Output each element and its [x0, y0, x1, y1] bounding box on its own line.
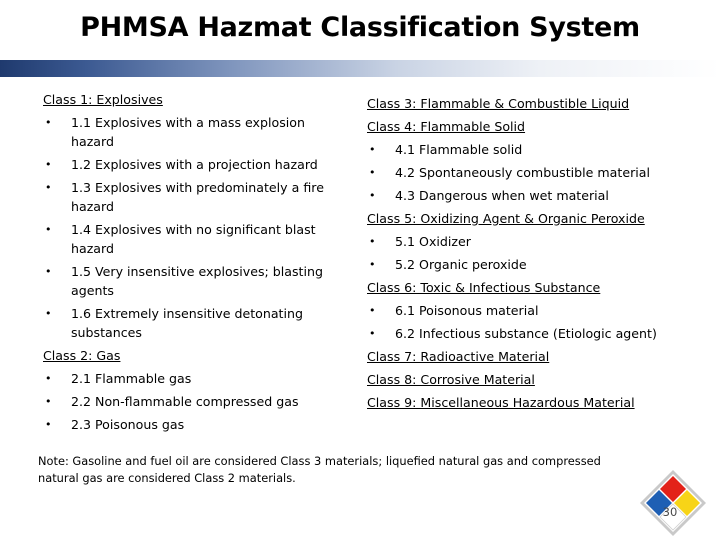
list-item [43, 111, 343, 153]
list-item [367, 299, 712, 322]
list-item-text: 1.4 Explosives with no significant blast hazard [71, 222, 316, 256]
list-item [43, 260, 343, 302]
list-item-text: 4.2 Spontaneously combustible material [395, 165, 650, 180]
list-item-text: 2.1 Flammable gas [71, 371, 192, 386]
list-item [43, 218, 343, 260]
bullet-icon: • [369, 327, 376, 340]
bullet-icon: • [369, 143, 376, 156]
list-item [43, 176, 343, 218]
list-item-text: 1.2 Explosives with a projection hazard [71, 157, 318, 172]
bullet-icon: • [369, 304, 376, 317]
bullet-icon: • [45, 116, 52, 129]
list-item-text: 5.1 Oxidizer [395, 234, 471, 249]
left-column [43, 88, 343, 436]
list-item [367, 230, 712, 253]
nfpa-diamond-icon [638, 468, 708, 538]
list-item-text: 1.6 Extremely insensitive detonating substances [71, 306, 303, 340]
list-item [367, 161, 712, 184]
list-item [43, 367, 343, 390]
class-1-heading: Class 1: Explosives [43, 92, 163, 107]
list-item [367, 184, 712, 207]
class-8-heading: Class 8: Corrosive Material [367, 372, 535, 387]
list-item-text: 2.3 Poisonous gas [71, 417, 185, 432]
bullet-icon: • [369, 258, 376, 271]
bullet-icon: • [45, 158, 52, 171]
list-item-text: 1.5 Very insensitive explosives; blasting agents [71, 264, 323, 298]
bullet-icon: • [45, 395, 52, 408]
list-item [367, 322, 712, 345]
list-item-text: 4.3 Dangerous when wet material [395, 188, 609, 203]
list-item-text: 4.1 Flammable solid [395, 142, 523, 157]
list-item [43, 153, 343, 176]
title-divider-bar [0, 60, 720, 77]
class-4-heading: Class 4: Flammable Solid [367, 119, 526, 134]
bullet-icon: • [45, 418, 52, 431]
bullet-icon: • [45, 372, 52, 385]
class-3-heading: Class 3: Flammable & Combustible Liquid [367, 96, 630, 111]
bullet-icon: • [369, 189, 376, 202]
class-6-heading: Class 6: Toxic & Infectious Substance [367, 280, 601, 295]
list-item-text: 1.1 Explosives with a mass explosion hazard [71, 115, 305, 149]
list-item-text: 1.3 Explosives with predominately a fire hazard [71, 180, 324, 214]
bullet-icon: • [369, 235, 376, 248]
list-item [43, 302, 343, 344]
class-5-heading: Class 5: Oxidizing Agent & Organic Peroxide [367, 211, 645, 226]
bullet-icon: • [45, 181, 52, 194]
list-item [43, 413, 343, 436]
bullet-icon: • [45, 265, 52, 278]
list-item [43, 390, 343, 413]
slide-title: PHMSA Hazmat Classification System [80, 12, 640, 43]
bullet-icon: • [45, 307, 52, 320]
page-number: 30 [662, 505, 678, 519]
list-item-text: 2.2 Non-flammable compressed gas [71, 394, 299, 409]
class-2-heading: Class 2: Gas [43, 348, 121, 363]
bullet-icon: • [369, 166, 376, 179]
right-column [367, 92, 712, 414]
list-item [367, 138, 712, 161]
list-item [367, 253, 712, 276]
list-item-text: 5.2 Organic peroxide [395, 257, 527, 272]
list-item-text: 6.1 Poisonous material [395, 303, 539, 318]
bullet-icon: • [45, 223, 52, 236]
class-9-heading: Class 9: Miscellaneous Hazardous Material [367, 395, 635, 410]
class-7-heading: Class 7: Radioactive Material [367, 349, 550, 364]
list-item-text: 6.2 Infectious substance (Etiologic agent) [395, 326, 657, 341]
footnote: Note: Gasoline and fuel oil are considered Class 3 materials; liquefied natural gas and compressed natural gas are considered Class 2 materials. [38, 454, 601, 485]
